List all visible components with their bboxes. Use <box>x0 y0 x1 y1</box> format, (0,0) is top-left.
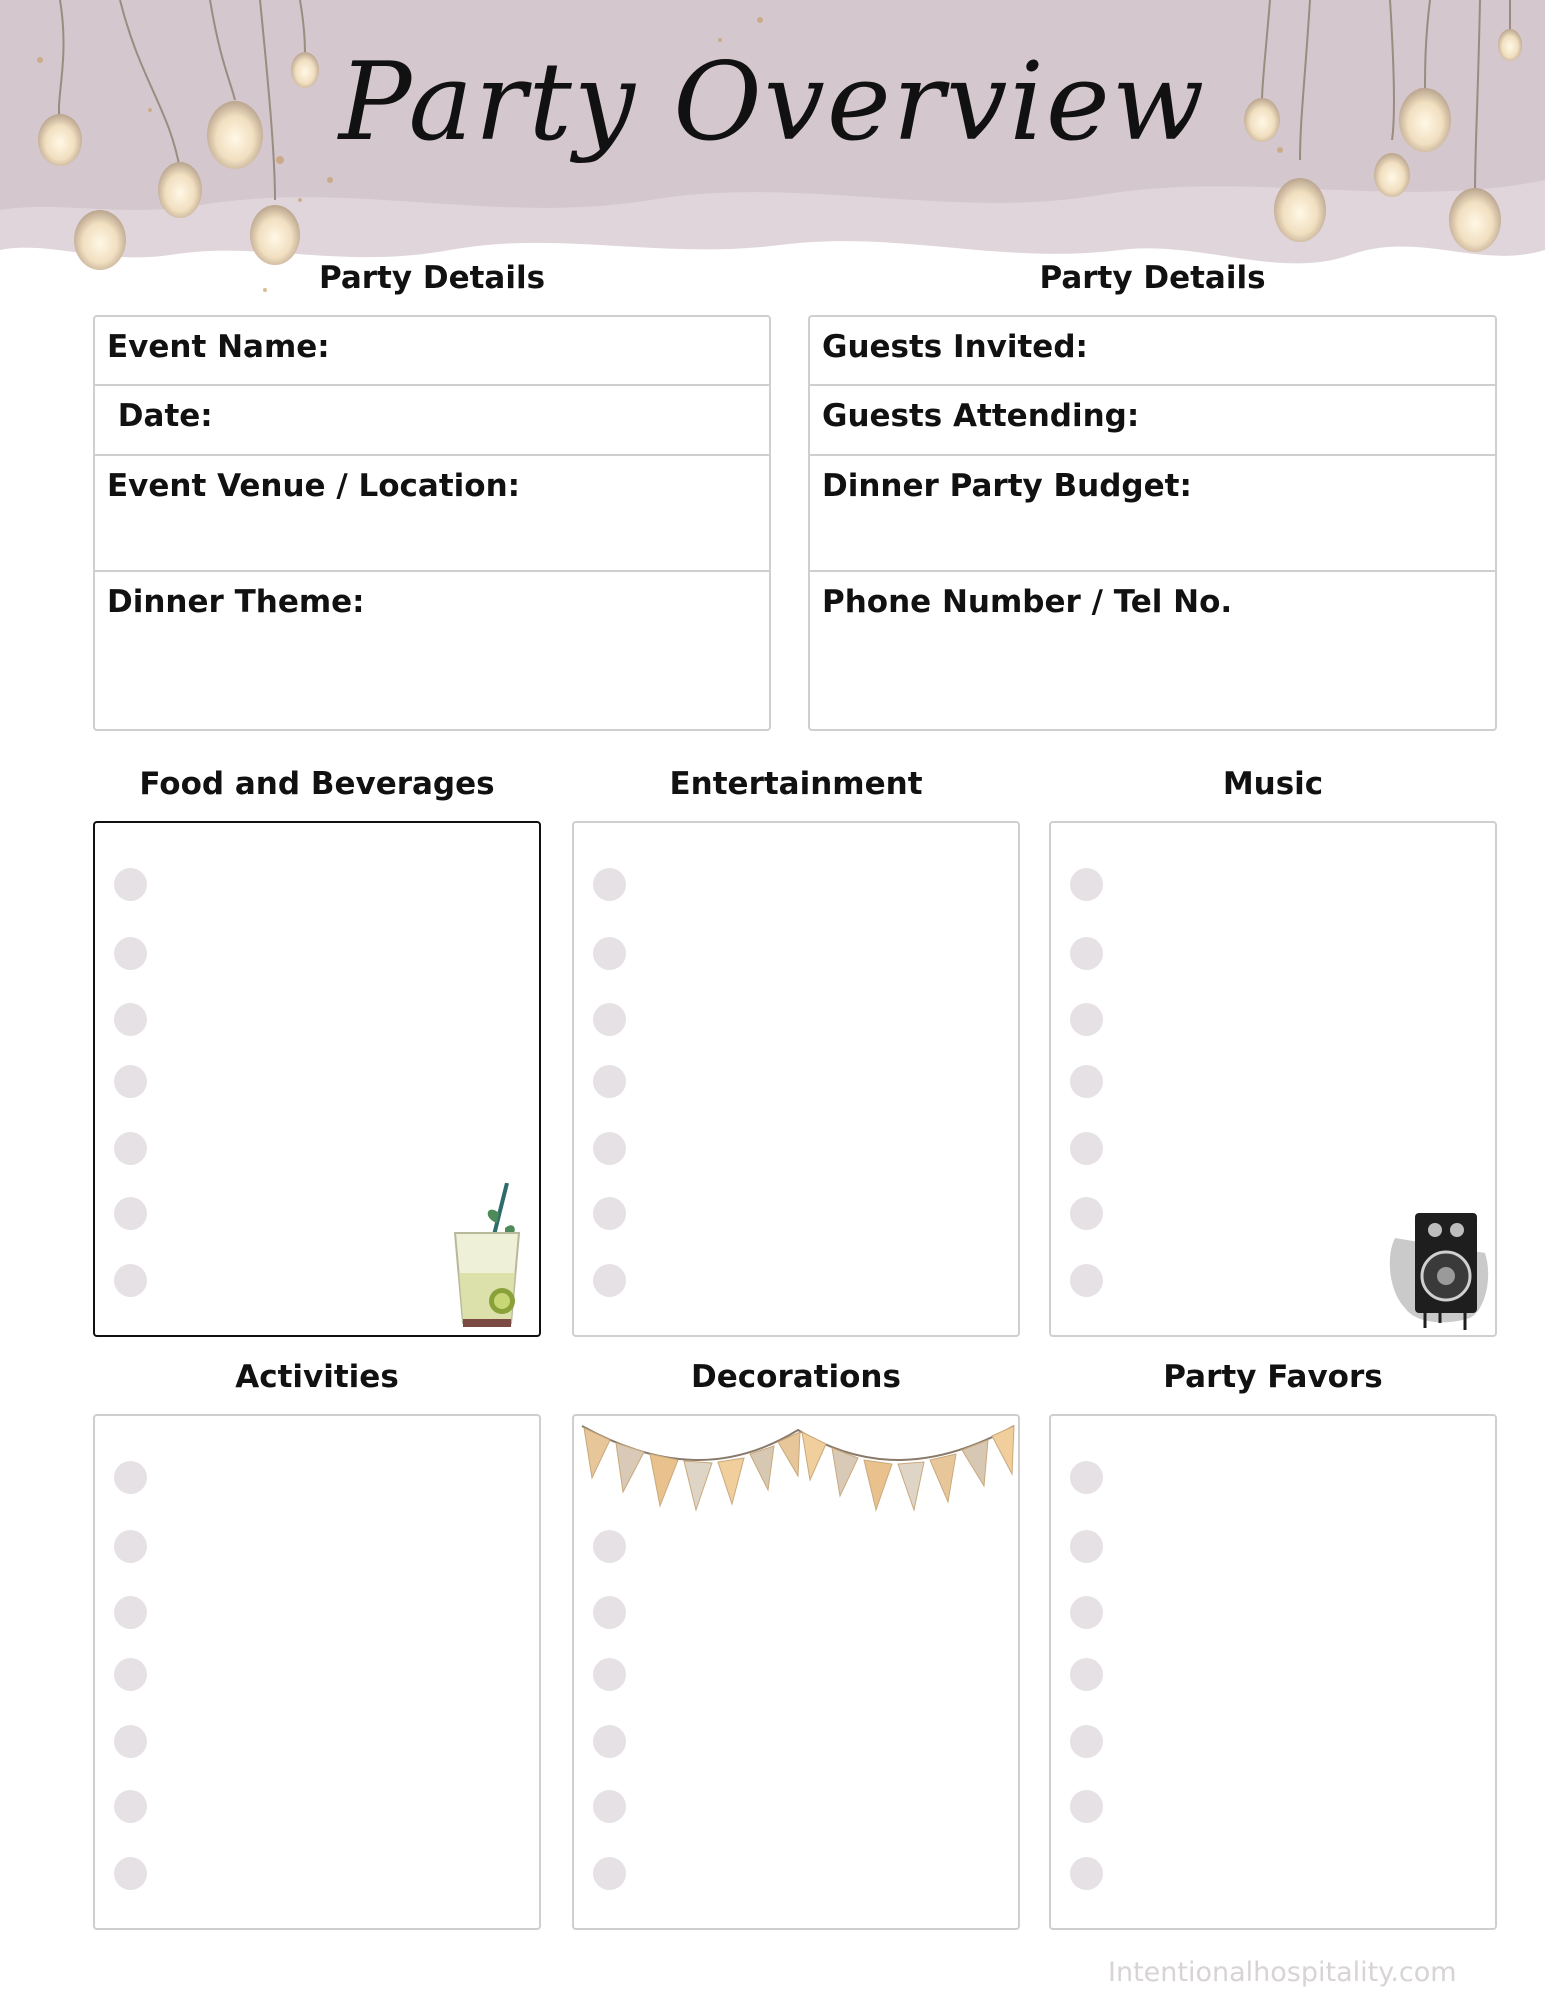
speaker-icon <box>1385 1198 1495 1333</box>
list-bullet <box>593 1857 626 1890</box>
list-bullet <box>593 868 626 901</box>
details-left-box <box>93 315 771 731</box>
field-label: Date: <box>107 398 213 434</box>
list-bullet <box>1070 1725 1103 1758</box>
field-dinner-theme[interactable] <box>95 572 769 729</box>
details-right-box <box>808 315 1497 731</box>
party-favors-list[interactable] <box>1049 1414 1497 1930</box>
list-bullet <box>114 1596 147 1629</box>
decorations-list[interactable] <box>572 1414 1020 1930</box>
field-label: Guests Invited: <box>822 329 1088 365</box>
field-label: Dinner Theme: <box>107 584 365 620</box>
list-bullet <box>1070 1461 1103 1494</box>
list-bullet <box>114 937 147 970</box>
list-bullet <box>1070 1065 1103 1098</box>
party-favors-heading: Party Favors <box>1163 1359 1383 1395</box>
list-bullet <box>1070 868 1103 901</box>
bunting-icon <box>578 1418 1018 1528</box>
list-bullet <box>593 1596 626 1629</box>
list-bullet <box>114 1725 147 1758</box>
activities-heading: Activities <box>235 1359 399 1395</box>
list-bullet <box>114 1857 147 1890</box>
field-dinner-party-budget[interactable] <box>810 456 1495 572</box>
list-bullet <box>593 1790 626 1823</box>
list-bullet <box>1070 1132 1103 1165</box>
list-bullet <box>114 1264 147 1297</box>
list-bullet <box>1070 1790 1103 1823</box>
list-bullet <box>114 1790 147 1823</box>
entertainment-list[interactable] <box>572 821 1020 1337</box>
field-phone-number[interactable] <box>810 572 1495 729</box>
list-bullet <box>114 1003 147 1036</box>
list-bullet <box>1070 1857 1103 1890</box>
list-bullet <box>1070 1530 1103 1563</box>
list-bullet <box>593 1725 626 1758</box>
list-bullet <box>593 1132 626 1165</box>
page-title: Party Overview <box>338 40 1207 165</box>
cocktail-icon <box>447 1183 529 1333</box>
decorations-heading: Decorations <box>691 1359 901 1395</box>
list-bullet <box>1070 1003 1103 1036</box>
list-bullet <box>114 1461 147 1494</box>
list-bullet <box>114 1065 147 1098</box>
list-bullet <box>114 1530 147 1563</box>
field-guests-invited[interactable] <box>810 317 1495 386</box>
list-bullet <box>1070 1264 1103 1297</box>
list-bullet <box>1070 1197 1103 1230</box>
list-bullet <box>593 1003 626 1036</box>
list-bullet <box>114 1197 147 1230</box>
list-bullet <box>593 937 626 970</box>
field-date[interactable] <box>95 386 769 456</box>
list-bullet <box>114 868 147 901</box>
field-label: Guests Attending: <box>822 398 1140 434</box>
music-list[interactable] <box>1049 821 1497 1337</box>
list-bullet <box>593 1065 626 1098</box>
music-heading: Music <box>1222 766 1324 802</box>
food-beverages-list[interactable] <box>93 821 541 1337</box>
list-bullet <box>1070 937 1103 970</box>
details-left-heading: Party Details <box>318 260 546 296</box>
field-label: Phone Number / Tel No. <box>822 584 1233 620</box>
list-bullet <box>593 1530 626 1563</box>
field-label: Event Name: <box>107 329 330 365</box>
footer-website: Intentionalhospitality.com <box>1108 1957 1457 1988</box>
list-bullet <box>593 1264 626 1297</box>
field-event-name[interactable] <box>95 317 769 386</box>
list-bullet <box>114 1132 147 1165</box>
field-event-venue[interactable] <box>95 456 769 572</box>
field-label: Event Venue / Location: <box>107 468 521 504</box>
list-bullet <box>593 1197 626 1230</box>
list-bullet <box>1070 1658 1103 1691</box>
field-guests-attending[interactable] <box>810 386 1495 456</box>
list-bullet <box>114 1658 147 1691</box>
details-right-heading: Party Details <box>1039 260 1266 296</box>
list-bullet <box>1070 1596 1103 1629</box>
list-bullet <box>593 1658 626 1691</box>
entertainment-heading: Entertainment <box>669 766 923 802</box>
activities-list[interactable] <box>93 1414 541 1930</box>
food-beverages-heading: Food and Beverages <box>139 766 495 802</box>
field-label: Dinner Party Budget: <box>822 468 1192 504</box>
